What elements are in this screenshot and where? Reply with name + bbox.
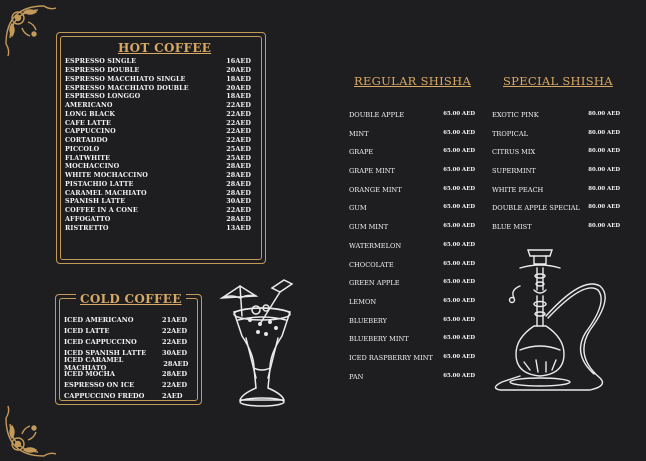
regular-shisha-item: [349, 148, 475, 167]
cold-coffee-item-name: ICED CARAMEL MACHIATO: [64, 355, 124, 372]
regular-shisha-item: [349, 204, 475, 223]
hot-coffee-item-price: 22AED: [226, 136, 251, 145]
regular-shisha-item-name: DOUBLE APPLE: [349, 111, 405, 119]
regular-shisha-item-name: BLUEBERY: [349, 316, 388, 325]
regular-shisha-item-name: WATERMELON: [349, 241, 402, 250]
regular-shisha-item-price: 65.00 AED: [443, 148, 475, 155]
hot-coffee-item-name: AMERICANO: [65, 101, 113, 110]
regular-shisha-item-price: 65.00 AED: [443, 241, 475, 248]
cold-coffee-item-price: 28AED: [163, 359, 189, 368]
special-shisha-item-name: CITRUS MIX: [492, 148, 536, 157]
regular-shisha-item-price: 65.00 AED: [443, 279, 475, 286]
hot-coffee-item-price: 22AED: [226, 109, 251, 118]
hot-coffee-item-price: 28AED: [226, 188, 251, 197]
special-shisha-item: [492, 223, 620, 242]
special-shisha-item-price: 80.00 AED: [588, 111, 620, 117]
regular-shisha-item-price: 65.00 AED: [443, 111, 475, 117]
regular-shisha-item-name: CHOCOLATE: [349, 260, 394, 269]
special-shisha-item-price: 80.00 AED: [588, 223, 620, 230]
hot-coffee-title: HOT COFFEE: [114, 41, 215, 55]
cold-coffee-item-price: 21AED: [162, 316, 188, 325]
regular-shisha-item-price: 65.00 AED: [443, 260, 475, 267]
special-shisha-item: [492, 167, 620, 186]
regular-shisha-item: [349, 373, 475, 392]
special-shisha-item-price: 80.00 AED: [588, 204, 620, 211]
special-shisha-item-name: SUPERMINT: [492, 167, 536, 176]
special-shisha-item: [492, 111, 620, 130]
cold-coffee-item-price: 30AED: [162, 348, 188, 357]
cold-coffee-item-price: 2AED: [162, 391, 183, 400]
cold-coffee-item-name: ICED AMERICANO: [64, 316, 134, 325]
cold-coffee-item-name: ESPRESSO ON ICE: [64, 381, 135, 390]
hot-coffee-item-price: 30AED: [226, 197, 251, 206]
hot-coffee-item-name: PISTACHIO LATTE: [65, 179, 134, 188]
regular-shisha-item-price: 65.00 AED: [443, 167, 475, 174]
regular-shisha-item-price: 65.00 AED: [443, 372, 475, 379]
regular-shisha-item: [349, 186, 475, 205]
hot-coffee-item-name: MOCHACCINO: [65, 162, 120, 171]
hookah-icon: [490, 246, 620, 396]
special-shisha-item-name: BLUE MIST: [492, 223, 532, 232]
hot-coffee-item-name: CARAMEL MACHIATO: [65, 188, 147, 197]
hot-coffee-item-price: 20AED: [226, 66, 251, 75]
special-shisha-item-name: EXOTIC PINK: [492, 111, 539, 119]
regular-shisha-list: [349, 111, 475, 391]
hot-coffee-item-price: 28AED: [226, 179, 251, 188]
regular-shisha-item-name: MINT: [349, 129, 369, 138]
cold-coffee-item: [64, 337, 190, 348]
regular-shisha-title: REGULAR SHISHA: [354, 74, 472, 88]
regular-shisha-item-name: BLUEBERY MINT: [349, 335, 409, 344]
hot-coffee-item-name: LONG BLACK: [65, 109, 116, 118]
hot-coffee-item-name: RISTRETTO: [65, 223, 109, 232]
hot-coffee-item-name: PICCOLO: [65, 144, 100, 153]
hot-coffee-item-name: ESPRESSO SINGLE: [65, 57, 137, 66]
regular-shisha-item-price: 65.00 AED: [443, 353, 475, 360]
hot-coffee-item-name: CORTADDO: [65, 136, 108, 145]
hot-coffee-item: [65, 223, 251, 232]
regular-shisha-item: [349, 261, 475, 280]
regular-shisha-item-name: PAN: [349, 372, 364, 381]
cold-coffee-item-price: 22AED: [162, 381, 188, 390]
special-shisha-title: SPECIAL SHISHA: [503, 74, 613, 88]
hot-coffee-item-price: 28AED: [226, 171, 251, 180]
special-shisha-item-name: DOUBLE APPLE SPECIAL: [492, 204, 580, 213]
hot-coffee-item-name: ESPRESSO MACCHIATO SINGLE: [65, 74, 186, 83]
regular-shisha-item-price: 65.00 AED: [443, 204, 475, 211]
cold-coffee-item: [64, 355, 190, 372]
cold-coffee-list: [64, 315, 190, 401]
regular-shisha-item-price: 65.00 AED: [443, 335, 475, 342]
regular-shisha-item: [349, 167, 475, 186]
hot-coffee-item: [65, 66, 251, 75]
iced-drink-icon: [212, 276, 322, 426]
hot-coffee-list: [65, 57, 251, 232]
hot-coffee-item-name: ESPRESSO LONGGO: [65, 92, 141, 101]
cold-coffee-item-name: ICED CAPPUCCINO: [64, 337, 137, 346]
hot-coffee-item: [65, 215, 251, 224]
hot-coffee-item-price: 28AED: [226, 214, 251, 223]
hot-coffee-item: [65, 171, 251, 180]
cold-coffee-item-name: ICED LATTE: [64, 327, 110, 336]
hot-coffee-item-name: CAFE LATTE: [65, 118, 111, 127]
hot-coffee-item-price: 13AED: [226, 223, 251, 232]
hot-coffee-item: [65, 75, 251, 84]
hot-coffee-item-price: 28AED: [226, 162, 251, 171]
regular-shisha-item: [349, 279, 475, 298]
special-shisha-item-name: TROPICAL: [492, 129, 528, 138]
regular-shisha-item-price: 65.00 AED: [443, 223, 475, 230]
hot-coffee-item: [65, 206, 251, 215]
hot-coffee-item-price: 25AED: [226, 144, 251, 153]
hot-coffee-item-price: 18AED: [226, 74, 251, 83]
regular-shisha-item-name: GUM MINT: [349, 223, 389, 232]
ornament-bottom-left-icon: [4, 400, 62, 458]
regular-shisha-item-name: GRAPE: [349, 148, 374, 157]
hot-coffee-item-price: 20AED: [226, 83, 251, 92]
regular-shisha-item: [349, 130, 475, 149]
cold-coffee-item-name: ICED SPANISH LATTE: [64, 348, 147, 357]
hot-coffee-item: [65, 180, 251, 189]
cold-coffee-item-name: CAPPUCCINO FREDO: [64, 391, 145, 400]
hot-coffee-item: [65, 110, 251, 119]
regular-shisha-item-price: 65.00 AED: [443, 185, 475, 192]
special-shisha-item: [492, 130, 620, 149]
regular-shisha-item: [349, 111, 475, 130]
regular-shisha-item: [349, 298, 475, 317]
special-shisha-list: [492, 111, 620, 242]
regular-shisha-item-name: GREEN APPLE: [349, 279, 400, 288]
hot-coffee-item: [65, 188, 251, 197]
cold-coffee-item: [64, 315, 190, 326]
regular-shisha-item: [349, 317, 475, 336]
regular-shisha-item: [349, 242, 475, 261]
special-shisha-item-price: 80.00 AED: [588, 148, 620, 155]
hot-coffee-item: [65, 136, 251, 145]
regular-shisha-item-price: 65.00 AED: [443, 297, 475, 304]
hot-coffee-item: [65, 153, 251, 162]
hot-coffee-item: [65, 162, 251, 171]
cold-coffee-item-price: 22AED: [162, 327, 188, 336]
hot-coffee-item-price: 22AED: [226, 101, 251, 110]
hot-coffee-item-price: 16AED: [226, 57, 251, 66]
regular-shisha-item: [349, 335, 475, 354]
hot-coffee-item-name: COFFEE IN A CONE: [65, 206, 138, 215]
regular-shisha-item: [349, 223, 475, 242]
special-shisha-item: [492, 186, 620, 205]
hot-coffee-item: [65, 118, 251, 127]
hot-coffee-item: [65, 57, 251, 66]
hot-coffee-item-name: ESPRESSO DOUBLE: [65, 66, 140, 75]
cold-coffee-item-price: 28AED: [162, 370, 188, 379]
regular-shisha-item-name: ORANGE MINT: [349, 185, 402, 194]
hot-coffee-item-name: SPANISH LATTE: [65, 197, 126, 206]
cold-coffee-item: [64, 326, 190, 337]
hot-coffee-item: [65, 197, 251, 206]
regular-shisha-item-name: LEMON: [349, 297, 377, 306]
special-shisha-item-price: 80.00 AED: [588, 185, 620, 192]
special-shisha-item-price: 80.00 AED: [588, 167, 620, 174]
cold-coffee-item-name: ICED MOCHA: [64, 370, 116, 379]
hot-coffee-item-name: FLATWHITE: [65, 153, 111, 162]
hot-coffee-item-price: 22AED: [226, 118, 251, 127]
special-shisha-item-price: 80.00 AED: [588, 129, 620, 136]
regular-shisha-item-name: ICED RASPBERRY MINT: [349, 353, 433, 362]
hot-coffee-item-name: ESPRESSO MACCHIATO DOUBLE: [65, 83, 189, 92]
regular-shisha-item-price: 65.00 AED: [443, 316, 475, 323]
hot-coffee-item-price: 18AED: [226, 92, 251, 101]
cold-coffee-item: [64, 380, 190, 391]
ornament-top-left-icon: [4, 4, 62, 62]
cold-coffee-title: COLD COFFEE: [76, 292, 186, 306]
hot-coffee-item: [65, 127, 251, 136]
regular-shisha-item-name: GUM: [349, 204, 367, 213]
hot-coffee-item-name: WHITE MOCHACCINO: [65, 171, 148, 180]
hot-coffee-item-price: 22AED: [226, 206, 251, 215]
hot-coffee-item: [65, 92, 251, 101]
hot-coffee-item: [65, 145, 251, 154]
regular-shisha-item-price: 65.00 AED: [443, 129, 475, 136]
hot-coffee-item-price: 25AED: [226, 153, 251, 162]
hot-coffee-item: [65, 101, 251, 110]
hot-coffee-item: [65, 83, 251, 92]
hot-coffee-item-name: CAPPUCCINO: [65, 127, 116, 136]
regular-shisha-item: [349, 354, 475, 373]
regular-shisha-item-name: GRAPE MINT: [349, 167, 395, 176]
special-shisha-item: [492, 204, 620, 223]
special-shisha-item: [492, 148, 620, 167]
cold-coffee-item-price: 22AED: [162, 337, 188, 346]
hot-coffee-item-name: AFFOGATTO: [65, 214, 111, 223]
cold-coffee-item: [64, 391, 190, 402]
hot-coffee-item-price: 22AED: [226, 127, 251, 136]
special-shisha-item-name: WHITE PEACH: [492, 185, 544, 194]
